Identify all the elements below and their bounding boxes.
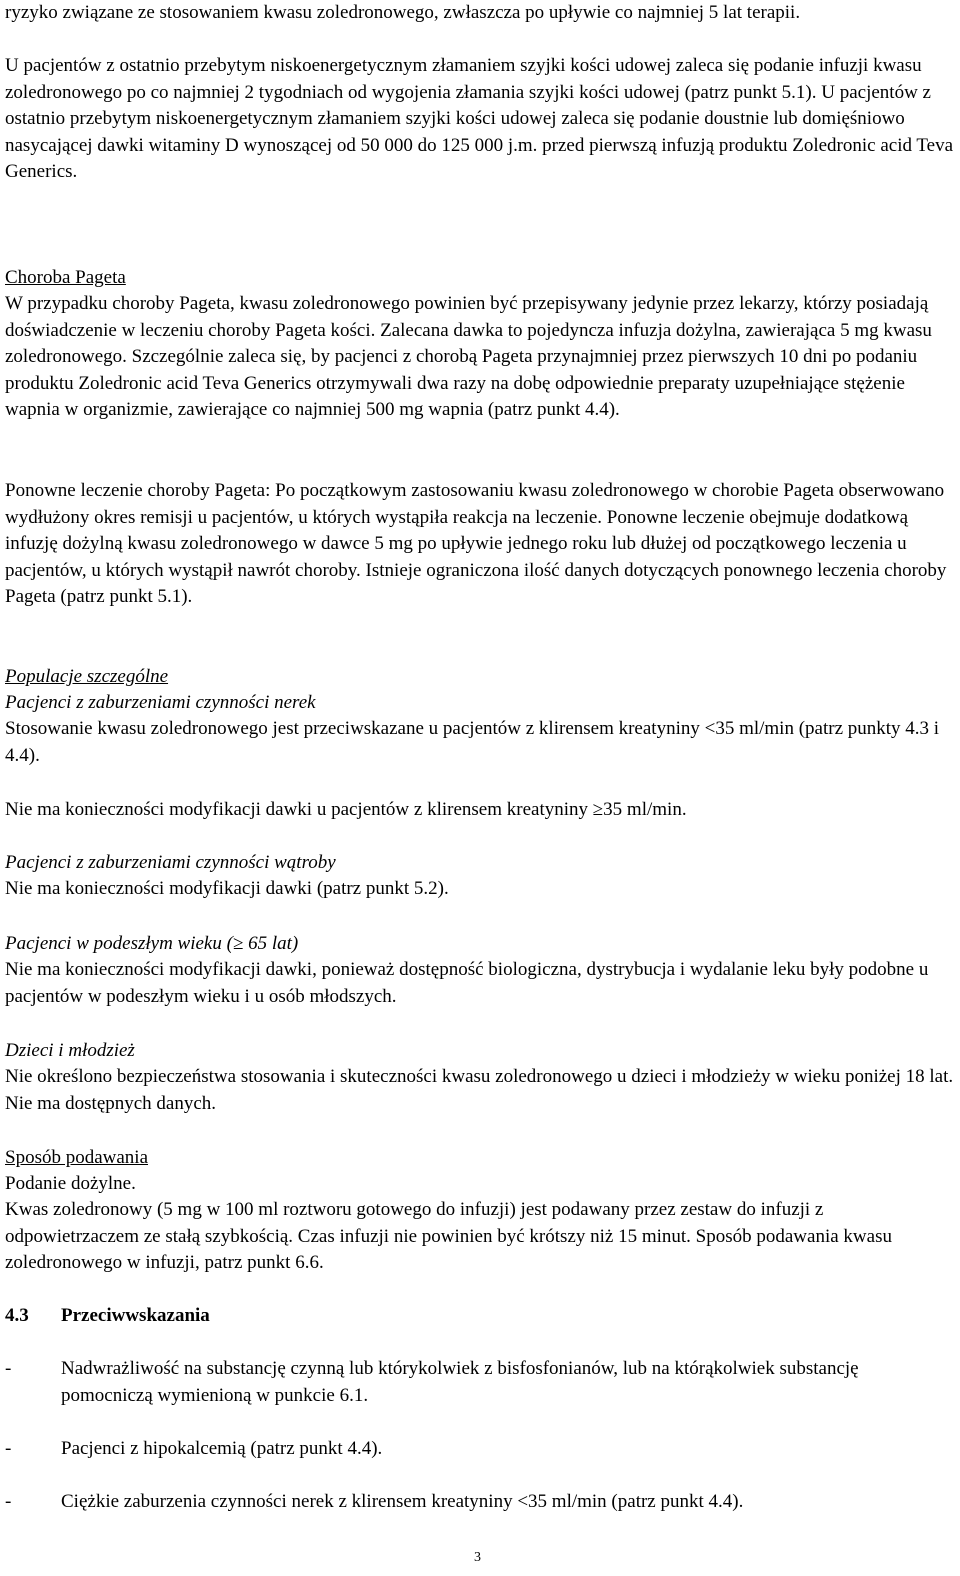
paragraph-paget-retreatment: Ponowne leczenie choroby Pageta: Po początkowym zastosowaniu kwasu zoledronowego w chorobie Pageta obserwowano wydłużony okres remisji u pacjentów, u których wystąpiła reakcja na leczenie. Ponowne leczenie obejmuje dodatkową infuzję dożylną kwasu zoledronowego w dawce 5 mg po upływie jednego roku lub dłużej od początkowego leczenia u pacjentów, u których wystąpił nawrót choroby. Istnieje ograniczona ilość danych dotyczących ponownego leczenia choroby Pageta (patrz punkt 5.1). [5, 480, 947, 607]
list-item [5, 1436, 955, 1463]
subheading-renal: Pacjenci z zaburzeniami czynności nerek [5, 692, 316, 713]
paragraph-hepatic: Nie ma konieczności modyfikacji dawki (patrz punkt 5.2). [5, 878, 449, 899]
list-bullet: - [5, 1491, 12, 1512]
list-item [5, 1489, 955, 1516]
paragraph-administration-route: Podanie dożylne. [5, 1173, 136, 1194]
paragraph-renal-note: Nie ma konieczności modyfikacji dawki u pacjentów z klirensem kreatyniny ≥35 ml/min. [5, 799, 687, 820]
section-title: Przeciwwskazania [61, 1305, 210, 1326]
list-item-text: Pacjenci z hipokalcemią (patrz punkt 4.4). [61, 1438, 383, 1459]
paragraph-administration: Kwas zoledronowy (5 mg w 100 ml roztworu gotowego do infuzji) jest podawany przez zestaw do infuzji z odpowietrzaczem ze stałą szybkością. Czas infuzji nie powinien być krótszy niż 15 minut. Sposób podawania kwasu zoledronowego w infuzji, patrz punkt 6.6. [5, 1199, 892, 1273]
section-heading-4-3 [5, 1303, 210, 1329]
subheading-elderly: Pacjenci w podeszłym wieku (≥ 65 lat) [5, 933, 299, 954]
paragraph-paget-dosing: W przypadku choroby Pageta, kwasu zoledronowego powinien być przepisywany jedynie przez lekarzy, którzy posiadają doświadczenie w leczeniu choroby Pageta kości. Zalecana dawka to pojedyncza infuzja dożylna, zawierająca 5 mg kwasu zoledronowego. Szczególnie zaleca się, by pacjenci z chorobą Pageta przynajmniej przez pierwszych 10 dni po podaniu produktu Zoledronic acid Teva Generics otrzymywali dwa razy na dobę odpowiednie preparaty uzupełniające stężenie wapnia w organizmie, zawierające co najmniej 500 mg wapnia (patrz punkt 4.4). [5, 293, 932, 420]
paragraph-elderly: Nie ma konieczności modyfikacji dawki, ponieważ dostępność biologiczna, dystrybucja i wydalanie leku były podobne u pacjentów w podeszłym wieku i u osób młodszych. [5, 959, 929, 1007]
paragraph-children: Nie określono bezpieczeństwa stosowania i skuteczności kwasu zoledronowego u dzieci i młodzieży w wieku poniżej 18 lat. Nie ma dostępnych danych. [5, 1066, 954, 1114]
paragraph-hip-fracture: U pacjentów z ostatnio przebytym niskoenergetycznym złamaniem szyjki kości udowej zaleca się podanie infuzji kwasu zoledronowego po co najmniej 2 tygodniach od wygojenia złamania szyjki kości udowej (patrz punkt 5.1). U pacjentów z ostatnio przebytym niskoenergetycznym złamaniem szyjki kości udowej zaleca się podanie doustnie lub domięśniowo nasycającej dawki witaminy D wynoszącej od 50 000 do 125 000 j.m. przed pierwszą infuzją produktu Zoledronic acid Teva Generics. [5, 55, 954, 182]
heading-administration: Sposób podawania [5, 1147, 149, 1168]
subheading-hepatic: Pacjenci z zaburzeniami czynności wątroby [5, 852, 336, 873]
list-item [5, 1356, 955, 1409]
paragraph-risk: ryzyko związane ze stosowaniem kwasu zoledronowego, zwłaszcza po upływie co najmniej 5 lat terapii. [5, 2, 801, 23]
list-bullet: - [5, 1438, 12, 1459]
list-bullet: - [5, 1358, 12, 1379]
section-number: 4.3 [5, 1305, 29, 1326]
page-number: 3 [474, 1550, 481, 1565]
list-item-text: Nadwrażliwość na substancję czynną lub którykolwiek z bisfosfonianów, lub na którąkolwiek substancję pomocniczą wymienioną w punkcie 6.1. [61, 1358, 859, 1406]
heading-paget: Choroba Pageta [5, 267, 126, 288]
list-item-text: Ciężkie zaburzenia czynności nerek z klirensem kreatyniny <35 ml/min (patrz punkt 4.4). [61, 1491, 744, 1512]
heading-special-populations: Populacje szczególne [5, 666, 169, 687]
paragraph-renal: Stosowanie kwasu zoledronowego jest przeciwskazane u pacjentów z klirensem kreatyniny <35 ml/min (patrz punkty 4.3 i 4.4). [5, 718, 940, 766]
subheading-children: Dzieci i młodzież [5, 1040, 135, 1061]
